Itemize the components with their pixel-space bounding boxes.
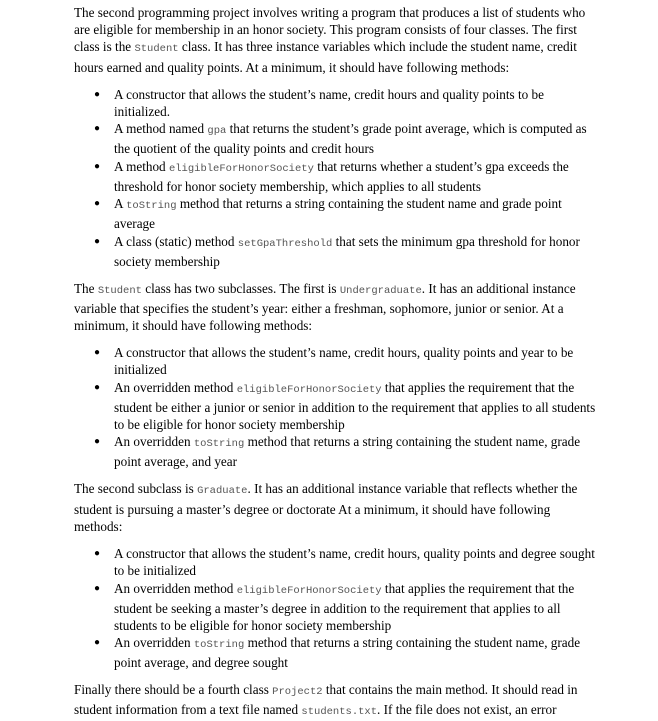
list-item — [74, 580, 596, 634]
text-run: An overridden — [114, 434, 194, 450]
inline-code: students.txt — [301, 706, 378, 719]
bullet-list — [74, 86, 596, 270]
bullet-icon: ● — [94, 235, 101, 247]
text-run: An overridden method — [114, 580, 237, 596]
inline-code: toString — [193, 438, 245, 451]
text-run: . It has an additional instance variable that specifies the student’s year: either a freshman, sophomore, junior or senior. At a minimum, it should have following methods: — [74, 280, 576, 334]
text-run: method that returns a string containing the student name, grade point average, and degree sought — [114, 635, 581, 671]
inline-code: setGpaThreshold — [237, 237, 333, 250]
bullet-icon: ● — [94, 436, 101, 448]
text-run: class. It has three instance variables which include the student name, credit hours earned and quality points. At a minimum, it should have following methods: — [74, 39, 577, 75]
list-item — [74, 233, 596, 270]
text-run: A class (static) method — [114, 233, 238, 249]
inline-code: Student — [134, 43, 179, 56]
bullet-icon: ● — [94, 160, 101, 172]
bullet-icon: ● — [94, 381, 101, 393]
text-run: An overridden method — [114, 379, 237, 395]
list-item — [74, 120, 596, 157]
text-run: A constructor that allows the student’s name, credit hours and quality points to be initialized. — [114, 86, 544, 119]
text-run: A constructor that allows the student’s name, credit hours, quality points and degree sought to be initialized — [114, 546, 595, 579]
paragraph — [74, 4, 596, 76]
inline-code: gpa — [207, 125, 227, 138]
inline-code: eligibleForHonorSociety — [168, 162, 314, 175]
paragraph — [74, 480, 596, 535]
list-item — [74, 545, 596, 579]
text-run: that returns whether a student’s gpa exceeds the threshold for honor society membership, which applies to all students — [114, 158, 569, 194]
bullet-icon: ● — [94, 88, 101, 100]
text-run: . If the file does not exist, an error — [377, 702, 557, 718]
inline-code: Student — [97, 284, 142, 297]
bullet-list — [74, 545, 596, 671]
text-run: method that returns a string containing the student name and grade point average — [114, 196, 562, 232]
bullet-icon: ● — [94, 347, 101, 359]
list-item — [74, 344, 596, 378]
text-run: that applies the requirement that the student be either a junior or senior in addition to the requirement that applies to all students to be eligible for honor society membership — [114, 379, 596, 432]
text-run: The second subclass is — [74, 481, 198, 497]
text-run: that sets the minimum gpa threshold for honor society membership — [114, 233, 580, 269]
text-run: A method — [114, 158, 169, 174]
inline-code: toString — [126, 200, 177, 213]
paragraph — [74, 681, 596, 721]
text-run: class has two subclasses. The first is — [141, 280, 340, 296]
list-item — [74, 86, 596, 120]
inline-code: Graduate — [197, 485, 248, 498]
list-item — [74, 158, 596, 195]
paragraph — [74, 280, 596, 335]
bullet-icon: ● — [94, 582, 101, 594]
inline-code: eligibleForHonorSociety — [236, 584, 382, 597]
text-run: . It has an additional instance variable that reflects whether the student is pursuing a master’s degree or doctorate At a minimum, it should have following methods: — [74, 481, 578, 534]
bullet-icon: ● — [94, 548, 101, 560]
text-run: An overridden — [114, 635, 194, 651]
bullet-icon: ● — [94, 123, 101, 135]
list-item — [74, 379, 596, 433]
text-run: A constructor that allows the student’s name, credit hours, quality points and year to be initialized — [114, 345, 574, 378]
text-run: method that returns a string containing the student name, grade point average, and year — [114, 434, 581, 470]
bullet-icon: ● — [94, 637, 101, 649]
text-run: The second programming project involves writing a program that produces a list of students who are eligible for membership in an honor society. This program consists of four classes. The first class is the — [74, 5, 586, 55]
text-run: A — [114, 196, 127, 212]
list-item — [74, 195, 596, 232]
text-run: that contains the main method. It should read in student information from a text file named — [74, 682, 578, 718]
text-run: that applies the requirement that the student be seeking a master’s degree in addition to the requirement that applies to all students to be eligible for honor society membership — [114, 580, 575, 633]
inline-code: eligibleForHonorSociety — [236, 383, 382, 396]
text-run: that returns the student’s grade point average, which is computed as the quotient of the quality points and credit hours — [114, 121, 587, 157]
text-run: A method named — [114, 121, 208, 137]
inline-code: toString — [193, 639, 245, 652]
bullet-icon: ● — [94, 198, 101, 210]
inline-code: Undergraduate — [339, 284, 422, 297]
text-run: The — [74, 280, 98, 296]
list-item — [74, 433, 596, 470]
list-item — [74, 634, 596, 671]
inline-code: Project2 — [272, 686, 323, 699]
bullet-list — [74, 344, 596, 470]
text-run: Finally there should be a fourth class — [74, 682, 273, 698]
